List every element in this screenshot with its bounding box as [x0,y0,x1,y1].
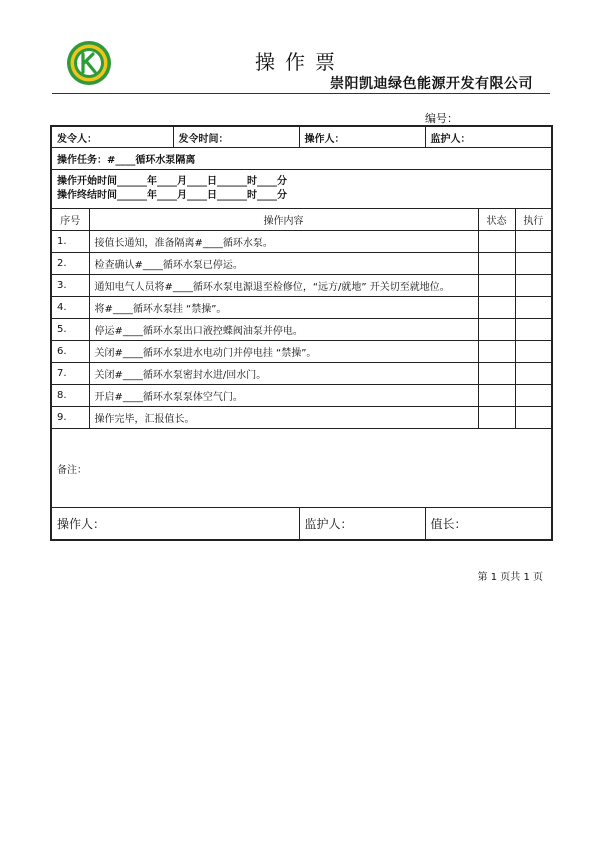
step-content: 操作完毕，汇报值长。 [89,407,478,429]
issue-time-field[interactable]: 发令时间： [173,126,299,148]
step-seq: 5. [51,319,89,341]
step-execute-cell[interactable] [515,363,552,385]
operation-ticket-table [50,125,553,541]
table-row [51,385,552,407]
col-content: 操作内容 [89,209,478,231]
supervisor-field[interactable]: 监护人： [425,126,552,148]
step-content: 接值长通知，准备隔离#____循环水泵。 [89,231,478,253]
step-status-cell[interactable] [478,297,515,319]
step-execute-cell[interactable] [515,253,552,275]
page-title: 操作票 [255,50,345,74]
step-execute-cell[interactable] [515,275,552,297]
step-status-cell[interactable] [478,319,515,341]
step-content: 通知电气人员将#____循环水泵电源退至检修位，“远方/就地” 开关切至就地位。 [89,275,478,297]
page-number: 第 1 页共 1 页 [477,572,543,583]
ticket-number-label: 编号： [425,112,458,125]
header-divider [52,93,550,94]
signature-operator[interactable]: 操作人： [51,508,299,541]
step-execute-cell[interactable] [515,297,552,319]
table-row [51,407,552,429]
col-seq: 序号 [51,209,89,231]
notes-field[interactable]: 备注： [51,429,552,508]
signature-supervisor[interactable]: 监护人： [299,508,425,541]
issuer-field[interactable]: 发令人： [51,126,173,148]
company-logo [66,40,112,86]
step-execute-cell[interactable] [515,319,552,341]
table-row [51,253,552,275]
step-status-cell[interactable] [478,363,515,385]
col-status: 状态 [478,209,515,231]
step-seq: 6. [51,341,89,363]
table-row [51,275,552,297]
step-seq: 4. [51,297,89,319]
step-seq: 3. [51,275,89,297]
step-execute-cell[interactable] [515,341,552,363]
step-seq: 2. [51,253,89,275]
table-row [51,319,552,341]
col-execute: 执行 [515,209,552,231]
step-seq: 1. [51,231,89,253]
step-content: 关闭#____循环水泵密封水进/回水门。 [89,363,478,385]
step-status-cell[interactable] [478,407,515,429]
step-content: 将#____循环水泵挂 “禁操”。 [89,297,478,319]
operator-field[interactable]: 操作人： [299,126,425,148]
step-seq: 9. [51,407,89,429]
step-execute-cell[interactable] [515,231,552,253]
step-content: 关闭#____循环水泵进水电动门并停电挂 “禁操”。 [89,341,478,363]
table-row [51,363,552,385]
operation-times[interactable] [51,170,552,209]
step-execute-cell[interactable] [515,407,552,429]
signature-shift-leader[interactable]: 值长： [425,508,552,541]
table-row [51,297,552,319]
step-status-cell[interactable] [478,253,515,275]
step-status-cell[interactable] [478,275,515,297]
end-time[interactable]: 操作终结时间______年____月____日______时____分 [57,190,287,201]
step-content: 检查确认#____循环水泵已停运。 [89,253,478,275]
table-row [51,231,552,253]
table-row [51,341,552,363]
step-content: 开启#____循环水泵泵体空气门。 [89,385,478,407]
step-status-cell[interactable] [478,341,515,363]
step-status-cell[interactable] [478,385,515,407]
step-status-cell[interactable] [478,231,515,253]
step-seq: 7. [51,363,89,385]
start-time[interactable]: 操作开始时间______年____月____日______时____分 [57,176,287,187]
step-execute-cell[interactable] [515,385,552,407]
company-name: 崇阳凯迪绿色能源开发有限公司 [330,76,533,92]
step-content: 停运#____循环水泵出口液控蝶阀油泵并停电。 [89,319,478,341]
operation-task[interactable]: 操作任务：#____循环水泵隔离 [51,148,552,170]
step-seq: 8. [51,385,89,407]
